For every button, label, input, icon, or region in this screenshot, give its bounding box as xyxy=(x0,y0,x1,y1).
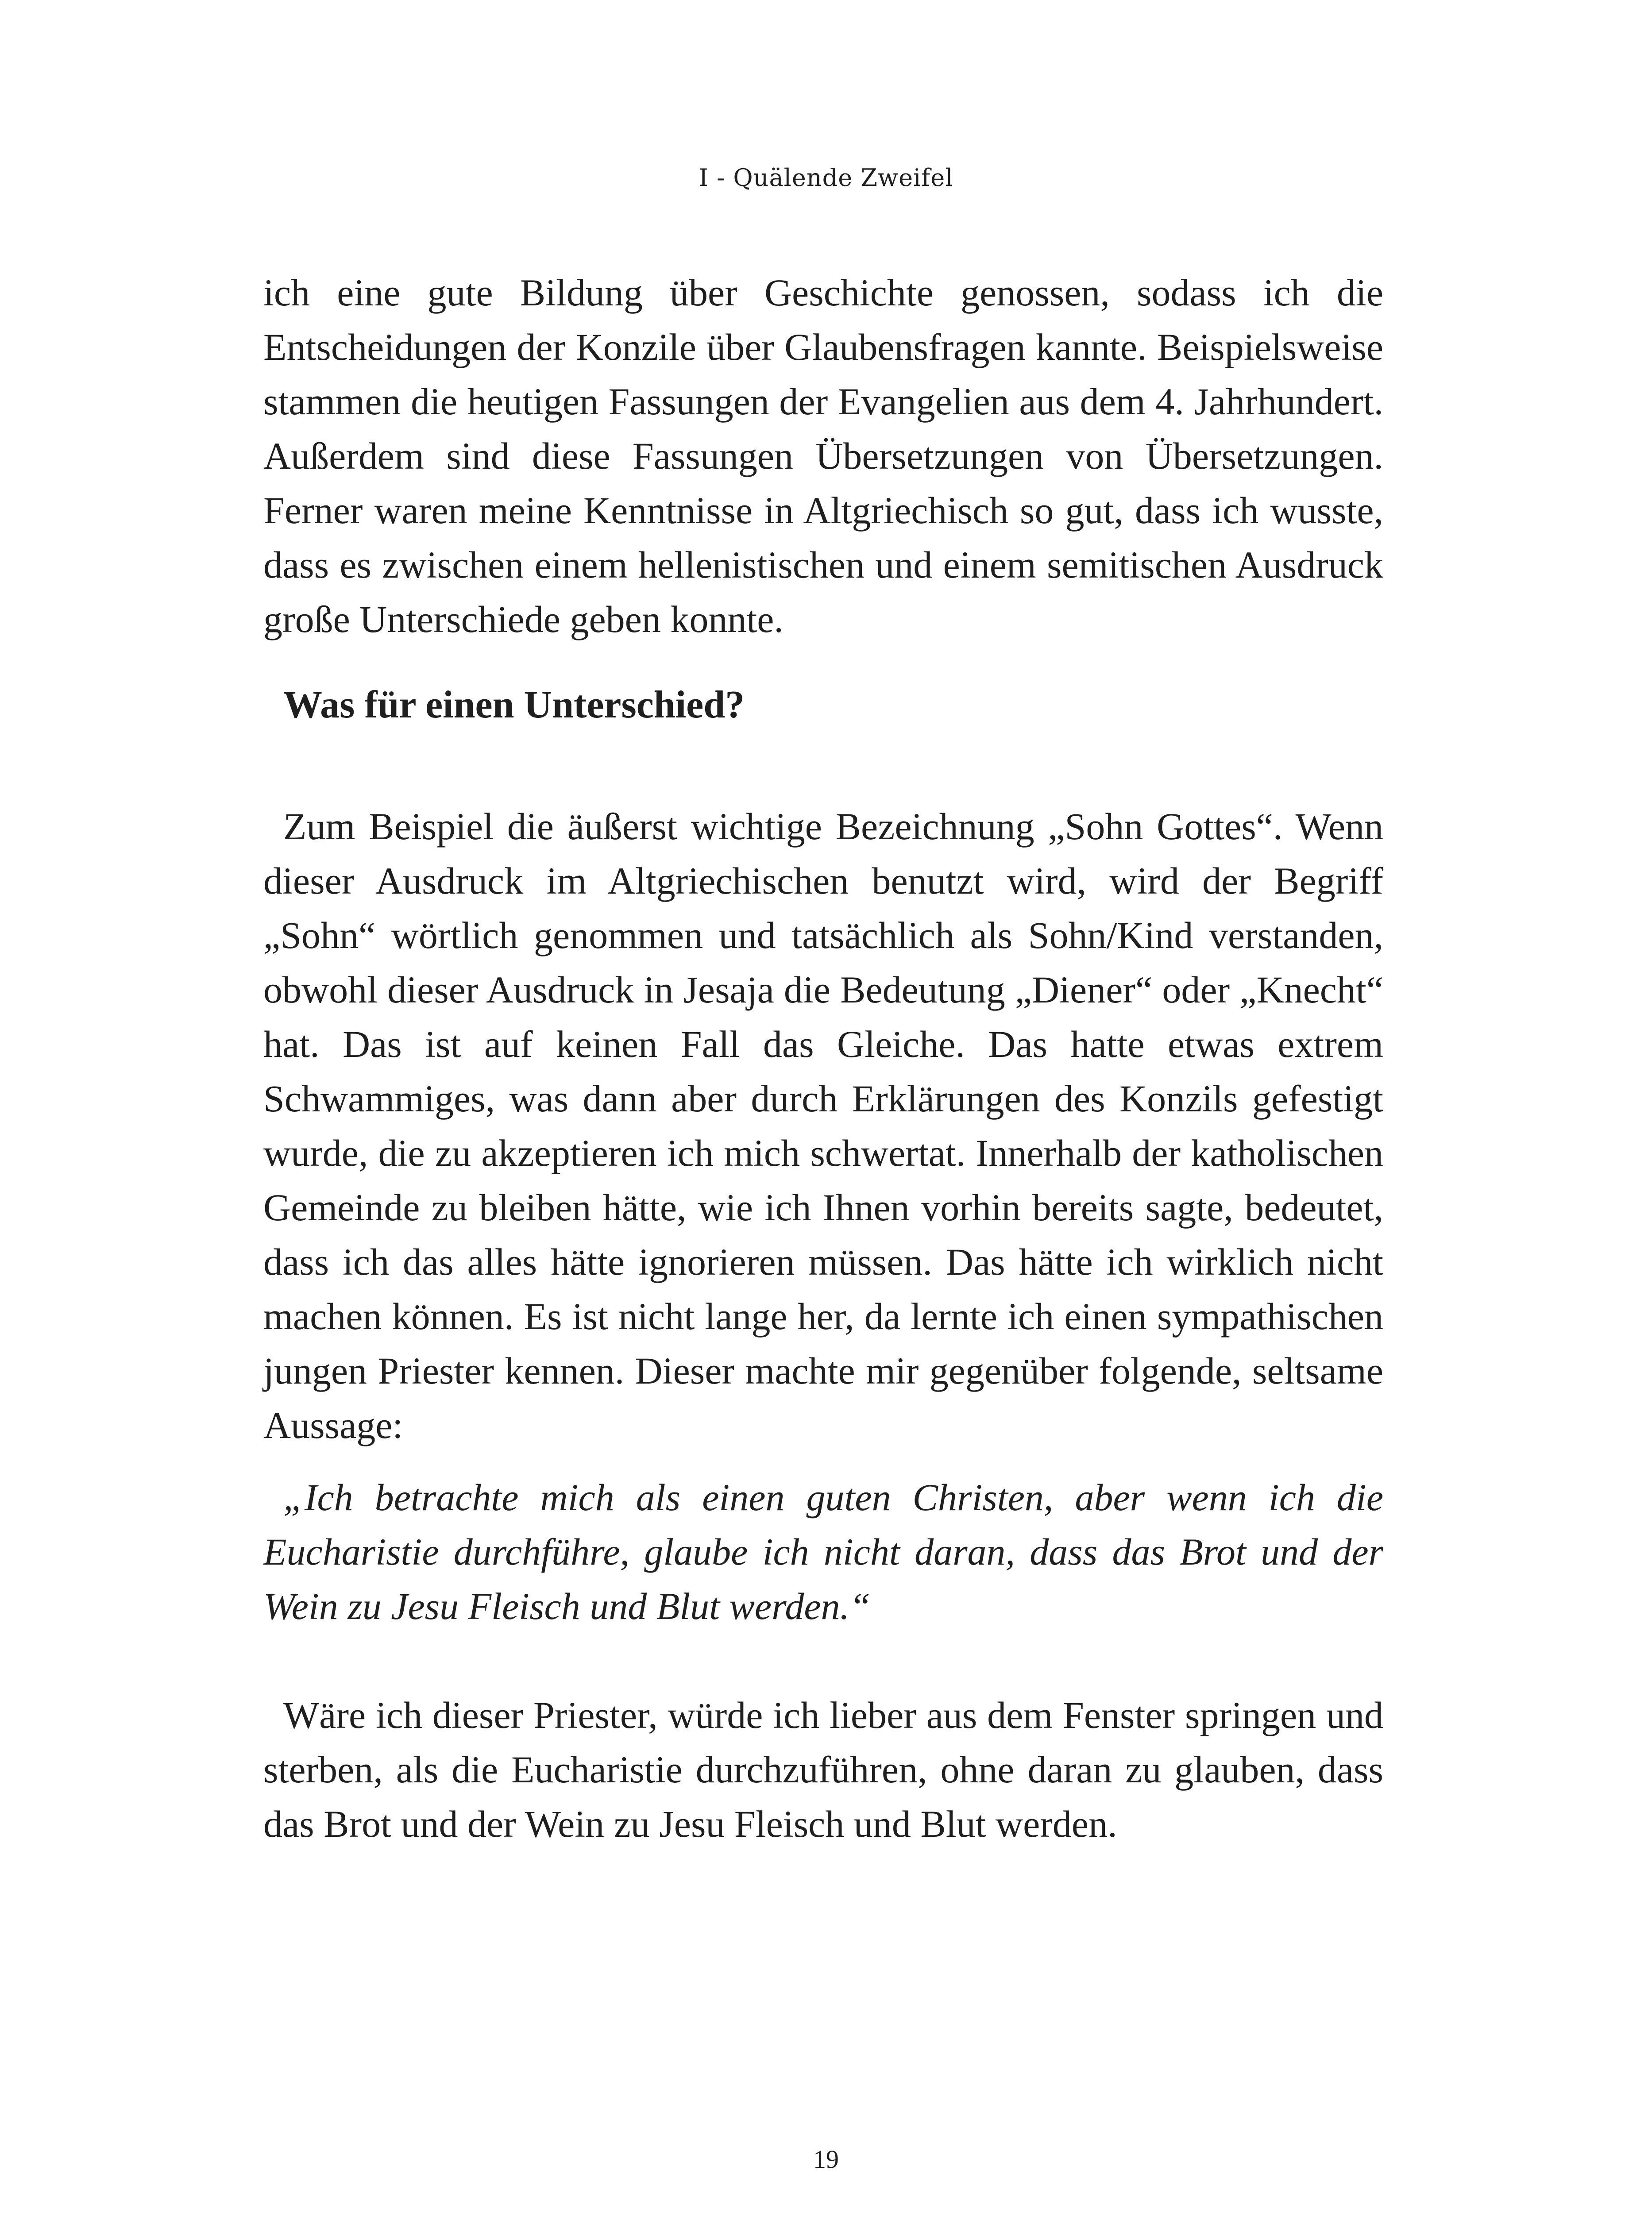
page-number: 19 xyxy=(813,2145,839,2174)
paragraph-2 xyxy=(263,799,1383,1453)
running-head: I - Quälende Zweifel xyxy=(699,164,953,192)
paragraph-3 xyxy=(263,1688,1383,1851)
paragraph-1-text: ich eine gute Bildung über Geschichte genossen, sodass ich die Entscheidungen der Konzile über Glaubensfragen kannte. Beispielsweise stammen die heutigen Fassungen der Evangelien aus dem 4. Jahrhundert. Außerdem sind diese Fassungen Übersetzungen von Übersetzungen. Ferner waren meine Kenntnisse in Altgriechisch so gut, dass ich wusste, dass es zwischen einem hellenistischen und einem semitischen Ausdruck große Unterschiede geben konnte. xyxy=(263,271,1383,640)
paragraph-3-text: Wäre ich dieser Priester, würde ich lieber aus dem Fenster springen und sterben, als die Eucharistie durchzuführen, ohne daran zu glauben, dass das Brot und der Wein zu Jesu Fleisch und Blut werden. xyxy=(263,1694,1383,1845)
block-quote: „Ich betrachte mich als einen guten Christen, aber wenn ich die Eucharistie durchführe, glaube ich nicht daran, dass das Brot und der Wein zu Jesu Fleisch und Blut werden.“ xyxy=(263,1476,1383,1627)
paragraph-1 xyxy=(263,266,1383,647)
section-heading: Was für einen Unterschied? xyxy=(283,683,745,726)
paragraph-2-text: Zum Beispiel die äußerst wichtige Bezeichnung „Sohn Gottes“. Wenn dieser Ausdruck im Altgriechischen benutzt wird, wird der Begriff „Sohn“ wörtlich genommen und tatsächlich als Sohn/Kind verstanden, obwohl dieser Ausdruck in Jesaja die Bedeutung „Diener“ oder „Knecht“ hat. Das ist auf keinen Fall das Gleiche. Das hatte etwas extrem Schwammiges, was dann aber durch Erklärungen des Konzils gefestigt wurde, die zu akzeptieren ich mich schwertat. Innerhalb der katholischen Gemeinde zu bleiben hätte, wie ich Ihnen vorhin bereits sagte, bedeutet, dass ich das alles hätte ignorieren müssen. Das hätte ich wirklich nicht machen können. Es ist nicht lange her, da lernte ich einen sympathischen jungen Priester kennen. Dieser machte mir gegenüber folgende, seltsame Aussage: xyxy=(263,805,1383,1446)
